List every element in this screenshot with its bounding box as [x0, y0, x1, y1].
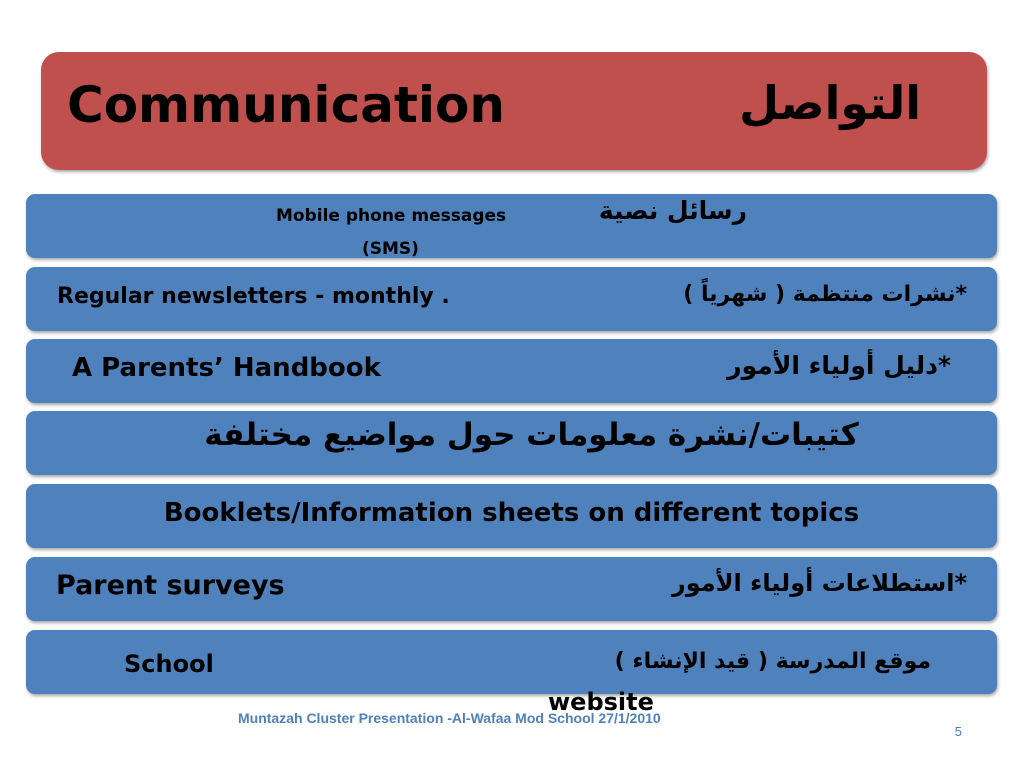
- item-handbook-arabic: *دليل أولياء الأمور: [727, 351, 951, 380]
- item-row-website: [26, 630, 997, 694]
- item-newsletters-arabic: *نشرات منتظمة ( شهرياً ): [683, 282, 967, 307]
- item-website-english-2: website: [548, 688, 654, 716]
- item-website-arabic: موقع المدرسة ( قيد الإنشاء ): [614, 649, 931, 674]
- title-english: Communication: [67, 76, 505, 134]
- item-sms-arabic: رسائل نصية: [598, 196, 747, 225]
- page-number: 5: [954, 724, 962, 739]
- title-banner: [41, 52, 987, 170]
- item-row-surveys: [26, 557, 997, 621]
- item-row-booklets-arabic: [26, 411, 997, 475]
- item-sms-english: Mobile phone messages: [276, 206, 507, 226]
- item-sms-english-2: (SMS): [362, 239, 419, 259]
- item-row-newsletters: [26, 267, 997, 331]
- item-surveys-english: Parent surveys: [56, 570, 285, 601]
- item-booklets-arabic: كتيبات/نشرة معلومات حول مواضيع مختلفة: [204, 417, 859, 453]
- item-website-english: School: [124, 650, 214, 678]
- item-surveys-arabic: *استطلاعات أولياء الأمور: [671, 569, 967, 597]
- item-booklets-english: Booklets/Information sheets on different topics: [163, 498, 860, 528]
- title-arabic: التواصل: [739, 76, 921, 130]
- item-row-handbook: [26, 339, 997, 403]
- item-row-booklets-english: [26, 484, 997, 548]
- footer-text: Muntazah Cluster Presentation -Al-Wafaa Mod School 27/1/2010: [238, 710, 661, 726]
- item-handbook-english: A Parents’ Handbook: [72, 353, 381, 383]
- item-newsletters-english: Regular newsletters - monthly .: [57, 284, 450, 309]
- item-row-sms: [26, 194, 997, 258]
